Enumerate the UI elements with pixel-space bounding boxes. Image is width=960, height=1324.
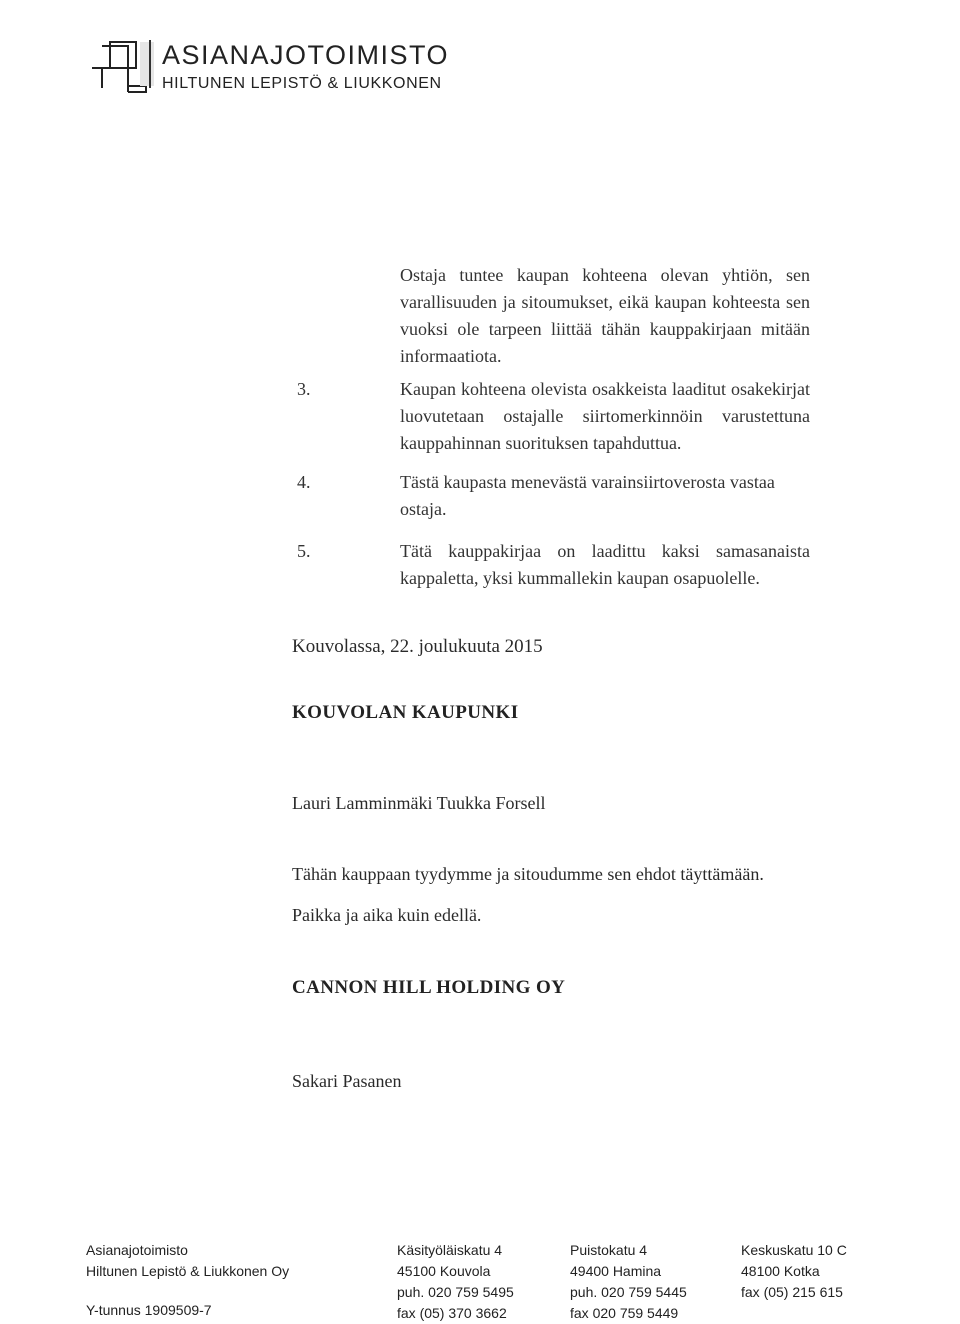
firm-partners: HILTUNEN LEPISTÖ & LIUKKONEN [162, 75, 442, 92]
clause-text: Tästä kaupasta menevästä varainsiirtoverosta vastaa ostaja. [400, 472, 775, 519]
clause-text: Tätä kauppakirjaa on laadittu kaksi samasanaista kappaletta, yksi kummallekin kaupan osapuolelle. [400, 541, 810, 588]
firm-logo-mark [88, 34, 158, 96]
seller-organization: KOUVOLAN KAUPUNKI [292, 702, 519, 723]
clause-number: 4. [297, 472, 311, 492]
clause-number: 5. [297, 541, 311, 561]
footer-address-line: 49400 Hamina [570, 1263, 662, 1279]
footer-phone: puh. 020 759 5445 [570, 1284, 687, 1300]
intro-paragraph: Ostaja tuntee kaupan kohteena olevan yhtiön, sen varallisuuden ja sitoumukset, eikä kaupan kohteesta sen vuoksi ole tarpeen liittää tähän kauppakirjaan mitään informaatiota. [400, 265, 810, 366]
place-time-same: Paikka ja aika kuin edellä. [292, 905, 482, 925]
footer-address-line: Puistokatu 4 [570, 1242, 648, 1258]
buyer-organization: CANNON HILL HOLDING OY [292, 977, 566, 998]
footer-fax: fax 020 759 5449 [570, 1305, 679, 1321]
footer-address-line: 48100 Kotka [741, 1263, 820, 1279]
clause-number: 3. [297, 379, 311, 399]
clause-text: Kaupan kohteena olevista osakkeista laaditut osakekirjat luovutetaan ostajalle siirtomerkinnöin varustettuna kauppahinnan suorituksen tapahduttua. [400, 379, 810, 453]
footer-office-hamina [570, 1240, 687, 1324]
footer-address-line: Keskuskatu 10 C [741, 1242, 847, 1258]
footer-office-kotka [741, 1240, 847, 1303]
footer-company [86, 1240, 289, 1282]
footer-company-line: Hiltunen Lepistö & Liukkonen Oy [86, 1263, 290, 1279]
buyer-signatory: Sakari Pasanen [292, 1071, 402, 1091]
footer-company-line: Asianajotoimisto [86, 1242, 188, 1258]
footer-address-line: Käsityöläiskatu 4 [397, 1242, 503, 1258]
footer-address-line: 45100 Kouvola [397, 1263, 491, 1279]
footer-fax: fax (05) 370 3662 [397, 1305, 507, 1321]
footer-phone: puh. 020 759 5495 [397, 1284, 514, 1300]
seller-signatories: Lauri Lamminmäki Tuukka Forsell [292, 793, 546, 813]
footer-business-id: Y-tunnus 1909509-7 [86, 1302, 212, 1318]
buyer-acceptance: Tähän kauppaan tyydymme ja sitoudumme sen ehdot täyttämään. [292, 864, 764, 884]
firm-name: ASIANAJOTOIMISTO [162, 40, 450, 70]
footer-office-kouvola [397, 1240, 514, 1324]
footer-fax: fax (05) 215 615 [741, 1284, 843, 1300]
place-date: Kouvolassa, 22. joulukuuta 2015 [292, 636, 543, 657]
